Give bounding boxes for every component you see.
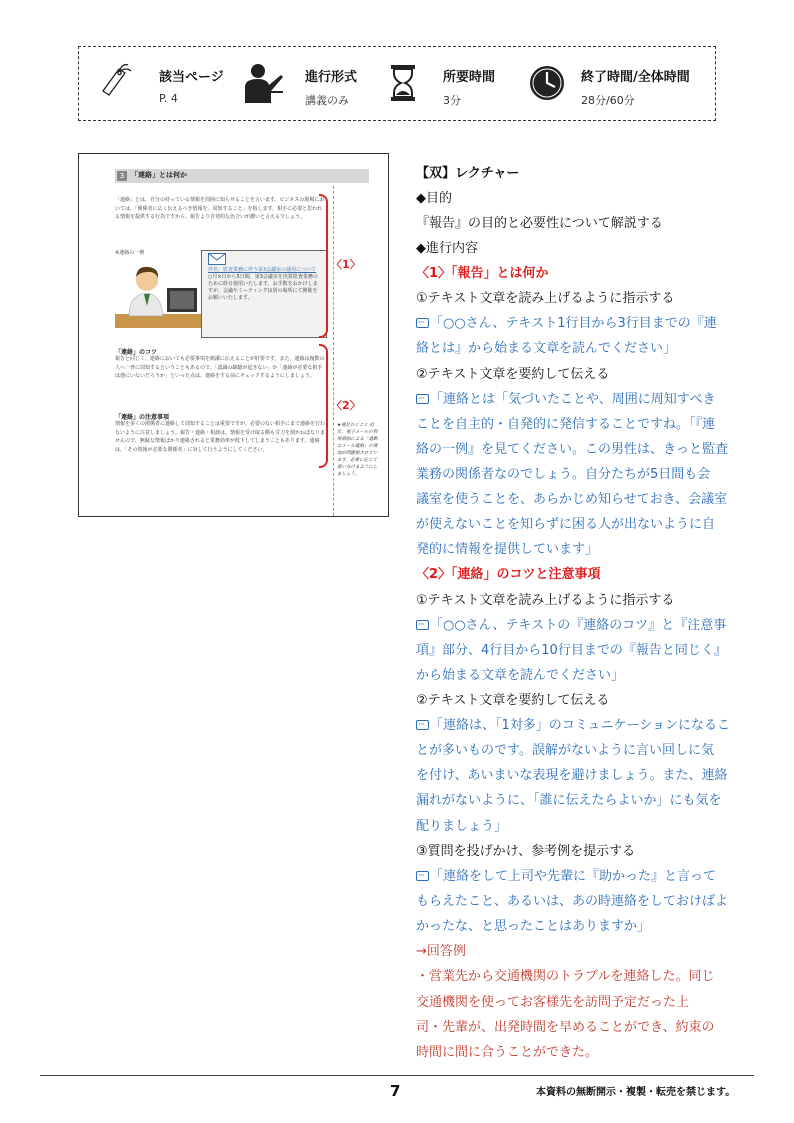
s1-quote-2-cont: 業務の関係者なのでしょう。自分たちが5日間も会 [416, 467, 711, 482]
s2-quote-1: 「○○さん、テキストの『連絡のコツ』と『注意事 [416, 616, 726, 636]
s2-quote-3-cont: もらえたこと、あるいは、あの時連絡をしておけばよ [416, 894, 729, 909]
thumb-caution-body: 情報を多くの関係者に連絡して周知することは重要ですが、必要のない相手にまで連絡を行わないように注意しましょう。報告・連絡・相談は、情報を受け取る側も労力を割かねばなりませんので、無駄な情報ばかり連絡されると業務効率が低下してしまうこともあります。連絡は、「その情報が必要な関係者」に対して行うようにしてください。 [115, 421, 326, 453]
s1-quote-2-cont: ことを自主的・自発的に発信することですね。「『連 [416, 417, 716, 432]
s1-quote-2-cont: が使えないことを知らずに困る人が出ないように自 [416, 517, 716, 532]
mail-icon [208, 253, 226, 265]
section-2-title: 〈2〉「連絡」のコツと注意事項 [416, 567, 601, 582]
info-duration-value: 3分 [443, 94, 461, 107]
thumb-bracket-1 [319, 194, 328, 338]
textbook-thumbnail [78, 153, 389, 517]
thumb-mark-2: 〈2〉 [331, 399, 361, 412]
s1-quote-1-cont: 絡とは』から始まる文章を読んでください」 [416, 341, 677, 356]
s2-quote-3: 「連絡をして上司や先輩に『助かった』と言って [416, 867, 716, 887]
s2-step-1: ①テキスト文章を読み上げるように指示する [416, 593, 675, 608]
answer-example: ・営業先から交通機関のトラブルを連絡した。同じ [416, 969, 715, 984]
s1-quote-2-cont: 議室を使うことを、あらかじめ知らせておき、会議室 [416, 492, 728, 507]
s1-step-2: ②テキスト文章を要約して伝える [416, 367, 610, 382]
s1-step-1: ①テキスト文章を読み上げるように指示する [416, 291, 675, 306]
office-worker-illustration [115, 262, 205, 328]
info-end-value: 28分/60分 [581, 94, 635, 107]
s2-quote-2: 「連絡は、「1対多」のコミュニケーションになるこ [416, 716, 730, 736]
speech-bubble-icon [416, 620, 429, 630]
speech-bubble-icon [416, 318, 429, 328]
info-duration [379, 47, 519, 122]
info-page-value: P. 4 [159, 92, 178, 105]
s1-quote-2-cont: 発的に情報を提供しています」 [416, 542, 599, 557]
thumb-caution-heading: 「連絡」の注意事項 [115, 414, 170, 421]
speech-bubble-icon [416, 394, 429, 404]
lecture-title: 【双】レクチャー [416, 166, 520, 181]
session-info-box [78, 46, 716, 121]
thumb-tips-heading: 「連絡」のコツ [115, 349, 158, 356]
s1-quote-1: 「○○さん、テキスト1行目から3行目までの『連 [416, 314, 717, 334]
speech-bubble-icon [416, 720, 429, 730]
thumb-bracket-2 [319, 344, 328, 468]
thumb-intro-text: 「連絡」とは、自分の持っている情報を周囲に知らせることを言います。ビジネスの現場においては、「関係者に広く伝えるべき情報を、周知すること」を指します。相手に必要と思われる情報を提供する行為ですから、報告より自発的な色合いが濃いと言えるでしょう。 [115, 197, 325, 220]
thumb-margin-memo: ★補足ひとこと 近年、電子メールの利用増加による「過剰なメール連絡」の増加が問題視されています。必要に応じて使い分けるようにしましょう。 [337, 423, 378, 477]
answer-example-cont: 司・先輩が、出発時間を早めることができ、約束の [416, 1020, 715, 1035]
presenter-icon [241, 61, 285, 105]
info-duration-label: 所要時間 [443, 70, 496, 85]
info-format-value: 講義のみ [305, 94, 349, 107]
hourglass-icon [381, 61, 425, 105]
s2-quote-2-cont: 漏れがないように、「誰に伝えたらよいか」にも気を [416, 793, 722, 808]
s2-step-2: ②テキスト文章を要約して伝える [416, 693, 610, 708]
s1-quote-2-cont: 絡の一例』を見てください。この男性は、きっと監査 [416, 442, 729, 457]
s2-step-3: ③質問を投げかけ、参考例を提示する [416, 844, 636, 859]
s1-quote-2: 「連絡とは「気づいたことや、周囲に周知すべき [416, 390, 715, 410]
thumb-tips-body: 報告と同じく、連絡においても必要事項を簡潔に伝えることが肝要です。また、連絡は複数の人へ一斉に周知するということもあるので、「認識の齟齬が起きない」か「連絡が必要な相手は他にいないだろうか」といった点は、連絡をする前にチェックするようにしましょう。 [115, 356, 325, 379]
purpose-text: 『報告』の目的と必要性について解説する [416, 216, 663, 231]
thumb-section-number: 3 [117, 171, 127, 181]
answer-example-cont: 時間に間に合うことができた。 [416, 1045, 599, 1060]
info-end [519, 47, 715, 122]
footer-divider [40, 1075, 754, 1076]
info-page [79, 47, 239, 122]
info-format [239, 47, 379, 122]
purpose-label: ◆目的 [416, 191, 452, 206]
s2-quote-3-cont: かったな、と思ったことはありますか」 [416, 919, 651, 934]
answer-label: →回答例 [416, 944, 466, 959]
thumb-mail-body: ○月×日から5日間、第3会議室を決算監査業務のために終日使用いたします。お手数をおかけしますが、会議やミーティングは別の場所にて開催をお願いいたします。 [208, 274, 318, 301]
s2-quote-2-cont: を付け、あいまいな表現を避けましょう。また、連絡 [416, 768, 728, 783]
clock-icon [525, 61, 569, 105]
thumb-mail-content [208, 267, 318, 302]
thumb-section-title: 「連絡」とは何か [131, 171, 187, 179]
content-label: ◆進行内容 [416, 241, 478, 256]
speech-bubble-icon [416, 871, 429, 881]
s2-quote-2-cont: とが多いものです。誤解がないように言い回しに気 [416, 743, 714, 758]
bookmark-icon [95, 61, 139, 105]
answer-example-cont: 交通機関を使ってお客様先を訪問予定だった上 [416, 995, 690, 1010]
copyright-notice: 本資料の無断開示・複製・転売を禁じます。 [536, 1087, 736, 1098]
thumb-margin-line [333, 186, 334, 516]
info-format-label: 進行形式 [305, 70, 358, 85]
thumb-mail-subject: 件名：監査業務に伴う第3会議室の使用について [208, 267, 317, 273]
thumb-mail-callout [201, 250, 327, 338]
s2-quote-1-cont: 項』部分、4行目から10行目までの『報告と同じく』 [416, 643, 727, 658]
info-page-label: 該当ページ [159, 70, 224, 85]
thumb-example-label: ※連絡の一例 [115, 250, 145, 256]
thumb-mark-1: 〈1〉 [331, 258, 361, 271]
s2-quote-1-cont: から始まる文章を読んでください」 [416, 668, 625, 683]
s2-quote-2-cont: 配りましょう」 [416, 819, 508, 834]
page-number: 7 [390, 1082, 401, 1100]
section-1-title: 〈1〉「報告」とは何か [416, 266, 549, 281]
info-end-label: 終了時間/全体時間 [581, 70, 690, 85]
